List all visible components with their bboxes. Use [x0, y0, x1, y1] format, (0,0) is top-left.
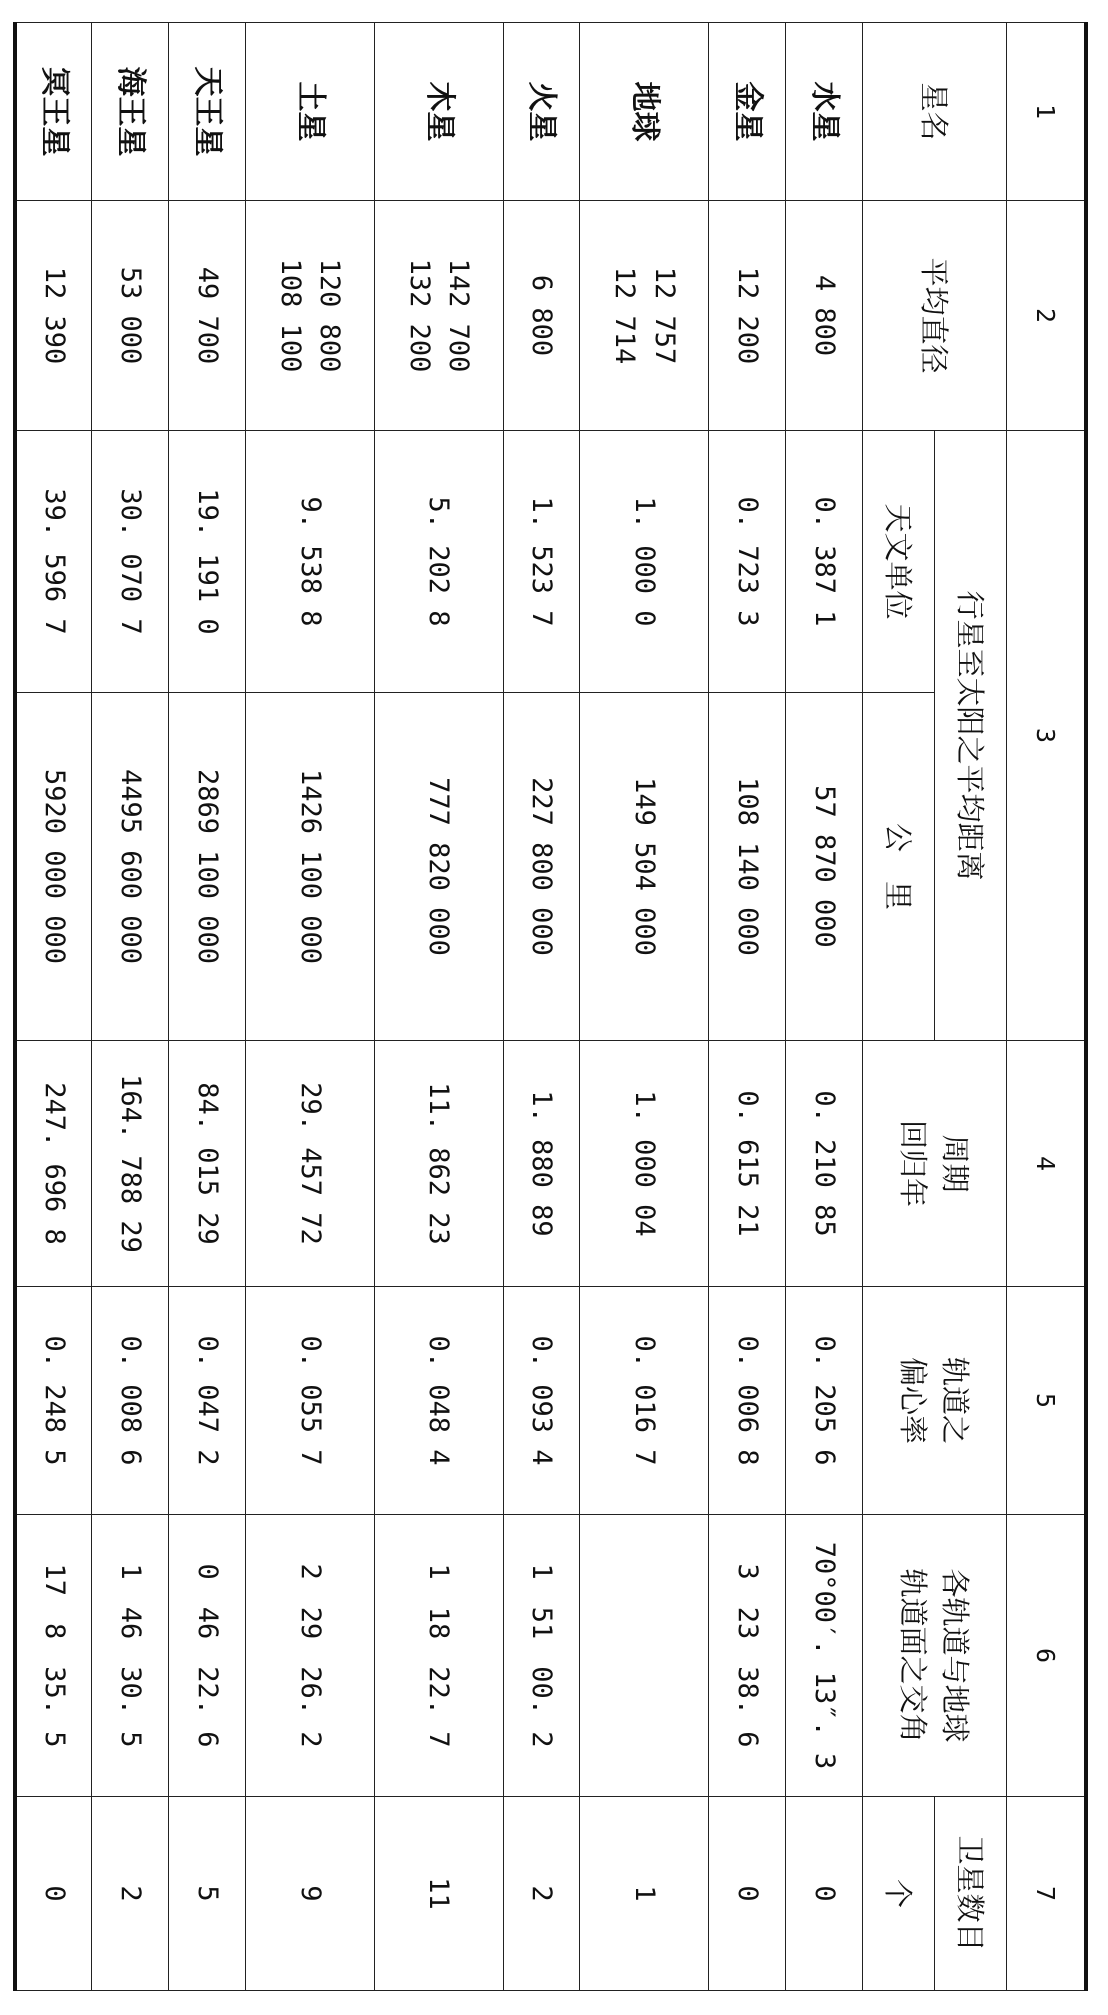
- planet-name: 天王星: [169, 23, 246, 201]
- satellite-count: 11: [374, 1797, 503, 1991]
- header-inclination-line2: 轨道面之交角: [896, 1568, 931, 1743]
- satellite-count: 2: [92, 1797, 169, 1991]
- header-eccentricity-line2: 偏心率: [896, 1356, 931, 1444]
- diameter-value: 49 700: [191, 266, 223, 365]
- distance-km: 5920 000 000: [15, 693, 92, 1041]
- eccentricity: 0. 093 4: [503, 1287, 580, 1515]
- diameter-value: 6 800: [526, 274, 558, 357]
- column-number: 2: [1006, 201, 1086, 431]
- column-number: 5: [1006, 1287, 1086, 1515]
- header-distance-au: 天文单位: [862, 431, 934, 693]
- distance-au: 5. 202 8: [374, 431, 503, 693]
- column-number: 4: [1006, 1041, 1086, 1287]
- planet-diameter: [503, 201, 580, 431]
- distance-au: 30. 070 7: [92, 431, 169, 693]
- satellite-count: 5: [169, 1797, 246, 1991]
- distance-au: 19. 191 0: [169, 431, 246, 693]
- table-row: [169, 23, 246, 1991]
- distance-km: 149 504 000: [580, 693, 709, 1041]
- inclination: 0 46 22. 6: [169, 1515, 246, 1797]
- eccentricity: 0. 006 8: [709, 1287, 786, 1515]
- distance-km: 4495 600 000: [92, 693, 169, 1041]
- eccentricity: 0. 055 7: [246, 1287, 375, 1515]
- diameter-value: 12 390: [38, 266, 70, 365]
- diameter-value: 53 000: [114, 266, 146, 365]
- orbital-period: 11. 862 23: [374, 1041, 503, 1287]
- planet-diameter: [169, 201, 246, 431]
- table-row: [15, 23, 92, 1991]
- distance-au: 9. 538 8: [246, 431, 375, 693]
- table-row: [92, 23, 169, 1991]
- distance-km: 2869 100 000: [169, 693, 246, 1041]
- header-period: [862, 1041, 1006, 1287]
- eccentricity: 0. 008 6: [92, 1287, 169, 1515]
- header-eccentricity: [862, 1287, 1006, 1515]
- inclination: [580, 1515, 709, 1797]
- inclination: 1 18 22. 7: [374, 1515, 503, 1797]
- satellite-count: 9: [246, 1797, 375, 1991]
- diameter-value: 4 800: [808, 274, 840, 357]
- header-period-line1: 周期: [938, 1134, 973, 1193]
- planet-name: 水星: [786, 23, 863, 201]
- table-row: [374, 23, 503, 1991]
- distance-km: 227 800 000: [503, 693, 580, 1041]
- inclination: 2 29 26. 2: [246, 1515, 375, 1797]
- diameter-value: 108 100: [274, 258, 306, 373]
- orbital-period: 29. 457 72: [246, 1041, 375, 1287]
- orbital-period: 1. 000 04: [580, 1041, 709, 1287]
- table-row: [580, 23, 709, 1991]
- orbital-period: 0. 615 21: [709, 1041, 786, 1287]
- distance-au: 1. 523 7: [503, 431, 580, 693]
- satellite-count: 0: [709, 1797, 786, 1991]
- distance-km: 777 820 000: [374, 693, 503, 1041]
- planet-name: 地球: [580, 23, 709, 201]
- eccentricity: 0. 047 2: [169, 1287, 246, 1515]
- header-diameter: 平均直径: [862, 201, 1006, 431]
- header-name: 星名: [862, 23, 1006, 201]
- eccentricity: 0. 248 5: [15, 1287, 92, 1515]
- inclination: 1 46 30. 5: [92, 1515, 169, 1797]
- planet-name: 木星: [374, 23, 503, 201]
- distance-au: 0. 723 3: [709, 431, 786, 693]
- header-distance: 行星至太阳之平均距离: [934, 431, 1006, 1041]
- planet-name: 火星: [503, 23, 580, 201]
- orbital-period: 247. 696 8: [15, 1041, 92, 1287]
- inclination: 1 51 00. 2: [503, 1515, 580, 1797]
- planet-diameter: [786, 201, 863, 431]
- eccentricity: 0. 016 7: [580, 1287, 709, 1515]
- table-row: [503, 23, 580, 1991]
- distance-au: 0. 387 1: [786, 431, 863, 693]
- column-number: 7: [1006, 1797, 1086, 1991]
- satellite-count: 0: [786, 1797, 863, 1991]
- header-distance-km: 公 里: [862, 693, 934, 1041]
- column-number-row: [1006, 23, 1086, 1991]
- header-inclination-line1: 各轨道与地球: [938, 1568, 973, 1743]
- header-row-1: [934, 23, 1006, 1991]
- table-row: [246, 23, 375, 1991]
- diameter-value: 12 757: [648, 266, 680, 365]
- distance-au: 1. 000 0: [580, 431, 709, 693]
- planet-name: 土星: [246, 23, 375, 201]
- column-number: 6: [1006, 1515, 1086, 1797]
- inclination: 17 8 35. 5: [15, 1515, 92, 1797]
- diameter-value: 12 200: [731, 266, 763, 365]
- planet-diameter: [15, 201, 92, 431]
- planet-data-table: [13, 22, 1088, 1991]
- header-satellites: 卫星数目: [934, 1797, 1006, 1991]
- planet-diameter: [246, 201, 375, 431]
- planet-name: 海王星: [92, 23, 169, 201]
- orbital-period: 164. 788 29: [92, 1041, 169, 1287]
- header-satellites-unit: 个: [862, 1797, 934, 1991]
- column-number: 3: [1006, 431, 1086, 1041]
- planet-diameter: [92, 201, 169, 431]
- column-number: 1: [1006, 23, 1086, 201]
- distance-km: 108 140 000: [709, 693, 786, 1041]
- planet-diameter: [709, 201, 786, 431]
- diameter-value: 132 200: [403, 258, 435, 373]
- diameter-value: 120 800: [314, 258, 346, 373]
- orbital-period: 0. 210 85: [786, 1041, 863, 1287]
- table-row: [786, 23, 863, 1991]
- distance-au: 39. 596 7: [15, 431, 92, 693]
- satellite-count: 1: [580, 1797, 709, 1991]
- eccentricity: 0. 205 6: [786, 1287, 863, 1515]
- inclination: 3 23 38. 6: [709, 1515, 786, 1797]
- satellite-count: 0: [15, 1797, 92, 1991]
- satellite-count: 2: [503, 1797, 580, 1991]
- table-row: [709, 23, 786, 1991]
- eccentricity: 0. 048 4: [374, 1287, 503, 1515]
- header-eccentricity-line1: 轨道之: [938, 1356, 973, 1444]
- header-period-line2: 回归年: [896, 1119, 931, 1207]
- header-inclination: [862, 1515, 1006, 1797]
- planet-name: 金星: [709, 23, 786, 201]
- diameter-value: 12 714: [609, 266, 641, 365]
- planet-diameter: [374, 201, 503, 431]
- orbital-period: 84. 015 29: [169, 1041, 246, 1287]
- distance-km: 57 870 000: [786, 693, 863, 1041]
- inclination: 70°00′. 13″. 3: [786, 1515, 863, 1797]
- orbital-period: 1. 880 89: [503, 1041, 580, 1287]
- distance-km: 1426 100 000: [246, 693, 375, 1041]
- planet-diameter: [580, 201, 709, 431]
- planet-name: 冥王星: [15, 23, 92, 201]
- diameter-value: 142 700: [442, 258, 474, 373]
